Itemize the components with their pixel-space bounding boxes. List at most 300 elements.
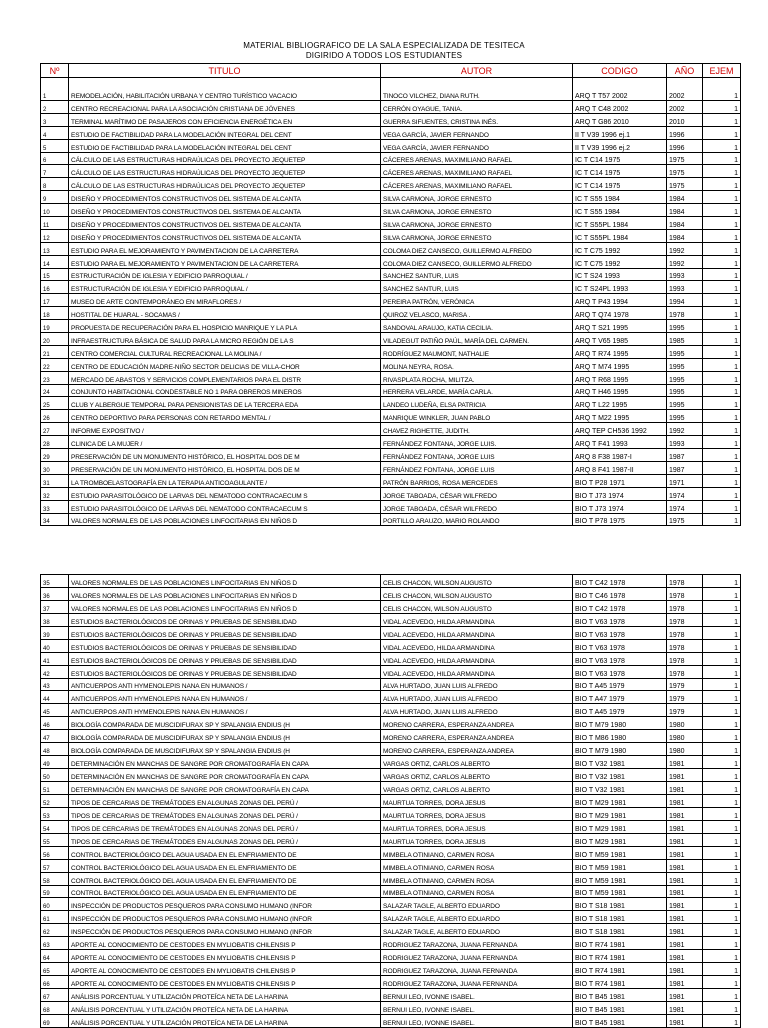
copies-cell: 1 [703,911,741,924]
year-cell: 1981 [667,924,703,937]
column-header: TITULO [69,64,381,78]
table-row [41,989,741,1002]
year-cell: 1981 [667,950,703,963]
table-row [41,704,741,717]
author-cell: PATRÓN BARRIOS, ROSA MERCEDES [381,474,573,487]
copies-cell: 1 [703,678,741,691]
code-cell: BIO T M59 1981 [573,885,667,898]
year-cell: 1975 [667,165,703,178]
copies-cell: 1 [703,937,741,950]
year-cell: 1981 [667,989,703,1002]
author-cell: MOLINA NEYRA, ROSA. [381,358,573,371]
column-header: CODIGO [573,64,667,78]
author-cell: VARGAS ORTIZ, CARLOS ALBERTO [381,769,573,782]
copies-cell: 1 [703,461,741,474]
row-number: 25 [41,397,69,410]
table-row [41,242,741,255]
author-cell: BERNUI LEO, IVONNE ISABEL. [381,1001,573,1014]
copies-cell: 1 [703,794,741,807]
code-cell: BIO T V32 1981 [573,756,667,769]
year-cell: 1978 [667,639,703,652]
row-number: 16 [41,281,69,294]
author-cell: SANCHEZ SANTUR, LUIS [381,281,573,294]
author-cell: BERNUI LEO, IVONNE ISABEL. [381,1014,573,1027]
title-cell: CONTROL BACTERIOLÓGICO DEL AGUA USADA EN EL ENFRIAMIENTO DE [69,872,381,885]
code-cell: BIO T A45 1979 [573,704,667,717]
title-cell: ANÁLISIS PORCENTUAL Y UTILIZACIÓN PROTEÍCA NETA DE LA HARINA [69,989,381,1002]
copies-cell: 1 [703,397,741,410]
table-row [41,461,741,474]
row-number: 66 [41,976,69,989]
title-cell: BIOLOGÍA COMPARADA DE MUSCIDIFURAX SP Y SPALANGIA ENDIUS (H [69,743,381,756]
copies-cell: 1 [703,500,741,513]
row-number: 41 [41,652,69,665]
year-cell: 1979 [667,704,703,717]
title-cell: ESTUDIO PARA EL MEJORAMIENTO Y PAVIMENTACION DE LA CARRETERA [69,242,381,255]
year-cell: 1981 [667,807,703,820]
copies-cell: 1 [703,730,741,743]
author-cell: SILVA CARMONA, JORGE ERNESTO [381,217,573,230]
table-row [41,204,741,217]
row-number: 4 [41,126,69,139]
row-number: 9 [41,191,69,204]
table-row [41,626,741,639]
year-cell: 1984 [667,204,703,217]
title-cell: ESTUDIOS BACTERIOLÓGICOS DE ORINAS Y PRUEBAS DE SENSIBILIDAD [69,652,381,665]
row-number: 51 [41,782,69,795]
row-number: 68 [41,1001,69,1014]
table-row [41,345,741,358]
year-cell: 1992 [667,423,703,436]
table-row [41,600,741,613]
table-row [41,333,741,346]
copies-cell: 1 [703,872,741,885]
author-cell: VARGAS ORTIZ, CARLOS ALBERTO [381,756,573,769]
copies-cell: 1 [703,756,741,769]
code-cell: ARQ T P43 1994 [573,294,667,307]
table-row [41,782,741,795]
title-cell: DETERMINACIÓN EN MANCHAS DE SANGRE POR CROMATOGRAFÍA EN CAPA [69,782,381,795]
copies-cell: 1 [703,846,741,859]
code-cell: IC T C14 1975 [573,165,667,178]
table-row [41,807,741,820]
code-cell: BIO T M79 1980 [573,743,667,756]
code-cell: BIO T M29 1981 [573,807,667,820]
copies-cell: 1 [703,575,741,588]
row-number: 64 [41,950,69,963]
table-row [41,678,741,691]
table-row [41,513,741,526]
row-number: 36 [41,587,69,600]
year-cell: 1978 [667,575,703,588]
author-cell: SALAZAR TAGLE, ALBERTO EDUARDO [381,898,573,911]
table-row [41,730,741,743]
table-row [41,229,741,242]
author-cell: MAURTUA TORRES, DORA JESUS [381,833,573,846]
code-cell: BIO T V63 1978 [573,665,667,678]
year-cell: 1981 [667,782,703,795]
year-cell: 2002 [667,101,703,114]
title-cell: TERMINAL MARÍTIMO DE PASAJEROS CON EFICIENCIA ENERGÉTICA EN [69,113,381,126]
copies-cell: 1 [703,191,741,204]
copies-cell: 1 [703,691,741,704]
author-cell: MANRIQUE WINKLER, JUAN PABLO [381,410,573,423]
row-number: 28 [41,436,69,449]
code-cell: IC T C14 1975 [573,178,667,191]
copies-cell: 1 [703,384,741,397]
year-cell: 1974 [667,500,703,513]
row-number: 55 [41,833,69,846]
year-cell: 1987 [667,461,703,474]
row-number: 5 [41,139,69,152]
row-number: 34 [41,513,69,526]
year-cell: 1981 [667,756,703,769]
title-cell: PROPUESTA DE RECUPERACIÓN PARA EL HOSPICIO MANRIQUE Y LA PLA [69,320,381,333]
author-cell: TINOCO VILCHEZ, DIANA RUTH. [381,78,573,101]
year-cell: 1993 [667,281,703,294]
year-cell: 1971 [667,474,703,487]
code-cell: ARQ T M74 1995 [573,358,667,371]
title-cell: PRESERVACIÓN DE UN MONUMENTO HISTÓRICO, EL HOSPITAL DOS DE M [69,461,381,474]
author-cell: MIMBELA OTINIANO, CARMEN ROSA [381,885,573,898]
title-cell: DISEÑO Y PROCEDIMIENTOS CONSTRUCTIVOS DEL SISTEMA DE ALCANTA [69,204,381,217]
year-cell: 1981 [667,833,703,846]
row-number: 57 [41,859,69,872]
table-row [41,371,741,384]
copies-cell: 1 [703,307,741,320]
table-row [41,898,741,911]
row-number: 2 [41,101,69,114]
catalog-table-part1 [40,63,741,526]
row-number: 6 [41,152,69,165]
year-cell: 1994 [667,294,703,307]
row-number: 63 [41,937,69,950]
title-cell: CENTRO RECREACIONAL PARA LA ASOCIACIÓN CRISTIANA DE JÓVENES [69,101,381,114]
code-cell: BIO T V32 1981 [573,769,667,782]
title-cell: APORTE AL CONOCIMIENTO DE CESTODES EN MYLIOBATIS CHILENSIS P [69,963,381,976]
title-cell: ESTUDIO DE FACTIBILIDAD PARA LA MODELACIÓN INTEGRAL DEL CENT [69,126,381,139]
copies-cell: 1 [703,371,741,384]
copies-cell: 1 [703,152,741,165]
title-cell: TIPOS DE CERCARIAS DE TREMÁTODES EN ALGUNAS ZONAS DEL PERÚ / [69,794,381,807]
title-cell: ESTRUCTURACIÓN DE IGLESIA Y EDIFICIO PARROQUIAL / [69,268,381,281]
year-cell: 1984 [667,217,703,230]
code-cell: BIO T V63 1978 [573,626,667,639]
row-number: 32 [41,487,69,500]
table-row [41,78,741,101]
title-cell: ESTUDIOS BACTERIOLÓGICOS DE ORINAS Y PRUEBAS DE SENSIBILIDAD [69,665,381,678]
code-cell: BIO T C42 1978 [573,600,667,613]
author-cell: RIVASPLATA ROCHA, MILITZA. [381,371,573,384]
code-cell: ARQ T G86 2010 [573,113,667,126]
title-cell: APORTE AL CONOCIMIENTO DE CESTODES EN MYLIOBATIS CHILENSIS P [69,976,381,989]
title-cell: BIOLOGÍA COMPARADA DE MUSCIDIFURAX SP Y SPALANGIA ENDIUS (H [69,730,381,743]
table-row [41,652,741,665]
code-cell: BIO T V63 1978 [573,613,667,626]
author-cell: PEREIRA PATRÓN, VERÓNICA [381,294,573,307]
copies-cell: 1 [703,229,741,242]
author-cell: PORTILLO ARAUZO, MARIO ROLANDO [381,513,573,526]
copies-cell: 1 [703,717,741,730]
code-cell: BIO T S18 1981 [573,898,667,911]
copies-cell: 1 [703,487,741,500]
title-cell: DETERMINACIÓN EN MANCHAS DE SANGRE POR CROMATOGRAFÍA EN CAPA [69,756,381,769]
year-cell: 1981 [667,1014,703,1027]
row-number: 11 [41,217,69,230]
table-row [41,963,741,976]
title-cell: CONTROL BACTERIOLÓGICO DEL AGUA USADA EN EL ENFRIAMIENTO DE [69,859,381,872]
title-cell: BIOLOGÍA COMPARADA DE MUSCIDIFURAX SP Y SPALANGIA ENDIUS (H [69,717,381,730]
code-cell: ARQ T R74 1995 [573,345,667,358]
row-number: 69 [41,1014,69,1027]
row-number: 53 [41,807,69,820]
table-row [41,126,741,139]
code-cell: IC T S55 1984 [573,204,667,217]
code-cell: BIO T M86 1980 [573,730,667,743]
table-row [41,575,741,588]
row-number: 26 [41,410,69,423]
row-number: 1 [41,78,69,101]
title-cell: APORTE AL CONOCIMIENTO DE CESTODES EN MYLIOBATIS CHILENSIS P [69,937,381,950]
table-row [41,474,741,487]
author-cell: MAURTUA TORRES, DORA JESUS [381,820,573,833]
year-cell: 1980 [667,717,703,730]
year-cell: 1995 [667,397,703,410]
table-row [41,833,741,846]
year-cell: 1984 [667,229,703,242]
table-row [41,358,741,371]
year-cell: 1981 [667,898,703,911]
title-cell: ESTUDIO PARASITOLÓGICO DE LARVAS DEL NEMATODO CONTRACAECUM S [69,487,381,500]
code-cell: ARQ T Q74 1978 [573,307,667,320]
title-cell: TIPOS DE CERCARIAS DE TREMÁTODES EN ALGUNAS ZONAS DEL PERÚ / [69,833,381,846]
author-cell: VARGAS ORTIZ, CARLOS ALBERTO [381,782,573,795]
copies-cell: 1 [703,242,741,255]
copies-cell: 1 [703,665,741,678]
year-cell: 1981 [667,846,703,859]
row-number: 19 [41,320,69,333]
row-number: 7 [41,165,69,178]
copies-cell: 1 [703,743,741,756]
title-cell: ANTICUERPOS ANTI HYMENOLEPIS NANA EN HUMANOS / [69,678,381,691]
copies-cell: 1 [703,924,741,937]
table-row [41,743,741,756]
copies-cell: 1 [703,820,741,833]
copies-cell: 1 [703,1014,741,1027]
table-row [41,436,741,449]
title-cell: ESTUDIO PARASITOLÓGICO DE LARVAS DEL NEMATODO CONTRACAECUM S [69,500,381,513]
code-cell: ARQ T C48 2002 [573,101,667,114]
table-row [41,924,741,937]
row-number: 58 [41,872,69,885]
row-number: 35 [41,575,69,588]
title-cell: CÁLCULO DE LAS ESTRUCTURAS HIDRAÚLICAS DEL PROYECTO JEQUETEP [69,178,381,191]
table-row [41,872,741,885]
row-number: 3 [41,113,69,126]
row-number: 29 [41,449,69,462]
table-row [41,255,741,268]
column-header: EJEM [703,64,741,78]
author-cell: FERNÁNDEZ FONTANA, JORGE LUIS [381,461,573,474]
title-cell: INSPECCIÓN DE PRODUCTOS PESQUEROS PARA CONSUMO HUMANO (INFOR [69,898,381,911]
table-row [41,717,741,730]
row-number: 8 [41,178,69,191]
title-cell: ANÁLISIS PORCENTUAL Y UTILIZACIÓN PROTEÍCA NETA DE LA HARINA [69,1001,381,1014]
author-cell: QUIROZ VELASCO, MARISA . [381,307,573,320]
table-row [41,950,741,963]
year-cell: 2010 [667,113,703,126]
table-row [41,885,741,898]
row-number: 46 [41,717,69,730]
copies-cell: 1 [703,165,741,178]
author-cell: MORENO CARRERA, ESPERANZA ANDREA [381,730,573,743]
copies-cell: 1 [703,885,741,898]
year-cell: 1981 [667,885,703,898]
table-row [41,769,741,782]
year-cell: 1975 [667,152,703,165]
table-row [41,268,741,281]
code-cell: ARQ T S21 1995 [573,320,667,333]
row-number: 31 [41,474,69,487]
code-cell: IC T S55PL 1984 [573,229,667,242]
author-cell: VIDAL ACEVEDO, HILDA ARMANDINA [381,652,573,665]
copies-cell: 1 [703,281,741,294]
row-number: 60 [41,898,69,911]
title-cell: DISEÑO Y PROCEDIMIENTOS CONSTRUCTIVOS DEL SISTEMA DE ALCANTA [69,229,381,242]
row-number: 54 [41,820,69,833]
copies-cell: 1 [703,333,741,346]
author-cell: RODRÍGUEZ MAUMONT, NATHALIE [381,345,573,358]
copies-cell: 1 [703,769,741,782]
author-cell: FERNÁNDEZ FONTANA, JORGE LUIS [381,449,573,462]
table-row [41,217,741,230]
year-cell: 1981 [667,976,703,989]
copies-cell: 1 [703,898,741,911]
copies-cell: 1 [703,782,741,795]
table-row [41,178,741,191]
title-cell: CLUB Y ALBERGUE TEMPORAL PARA PENSIONISTAS DE LA TERCERA EDA [69,397,381,410]
copies-cell: 1 [703,704,741,717]
table-row [41,294,741,307]
year-cell: 1978 [667,307,703,320]
title-cell: INSPECCIÓN DE PRODUCTOS PESQUEROS PARA CONSUMO HUMANO (INFOR [69,911,381,924]
table-row [41,152,741,165]
row-number: 18 [41,307,69,320]
code-cell: BIO T B45 1981 [573,1001,667,1014]
year-cell: 1995 [667,345,703,358]
author-cell: MORENO CARRERA, ESPERANZA ANDREA [381,717,573,730]
table-row [41,691,741,704]
author-cell: MORENO CARRERA, ESPERANZA ANDREA [381,743,573,756]
year-cell: 1981 [667,937,703,950]
title-cell: ESTUDIO DE FACTIBILIDAD PARA LA MODELACIÓN INTEGRAL DEL CENT [69,139,381,152]
code-cell: BIO T A47 1979 [573,691,667,704]
copies-cell: 1 [703,587,741,600]
code-cell: BIO T M59 1981 [573,872,667,885]
author-cell: CELIS CHACON, WILSON AUGUSTO [381,587,573,600]
copies-cell: 1 [703,807,741,820]
author-cell: SANCHEZ SANTUR, LUIS [381,268,573,281]
copies-cell: 1 [703,204,741,217]
author-cell: GUERRA SIFUENTES, CRISTINA INÉS. [381,113,573,126]
author-cell: RODRIGUEZ TARAZONA, JUANA FERNANDA [381,976,573,989]
code-cell: BIO T M59 1981 [573,846,667,859]
row-number: 49 [41,756,69,769]
row-number: 45 [41,704,69,717]
author-cell: LANDEO LUDEÑA, ELSA PATRICIA [381,397,573,410]
year-cell: 1985 [667,333,703,346]
row-number: 20 [41,333,69,346]
row-number: 47 [41,730,69,743]
row-number: 38 [41,613,69,626]
author-cell: CERRÓN OYAGUE, TANIA. [381,101,573,114]
year-cell: 1975 [667,178,703,191]
column-header: AÑO [667,64,703,78]
copies-cell: 1 [703,268,741,281]
row-number: 39 [41,626,69,639]
code-cell: BIO T P28 1971 [573,474,667,487]
title-cell: TIPOS DE CERCARIAS DE TREMÁTODES EN ALGUNAS ZONAS DEL PERÚ / [69,807,381,820]
code-cell: BIO T C42 1978 [573,575,667,588]
title-cell: ANTICUERPOS ANTI HYMENOLEPIS NANA EN HUMANOS / [69,691,381,704]
title-cell: MERCADO DE ABASTOS Y SERVICIOS COMPLEMENTARIOS PARA EL DISTR [69,371,381,384]
copies-cell: 1 [703,113,741,126]
table-row [41,587,741,600]
code-cell: BIO T S18 1981 [573,924,667,937]
year-cell: 1981 [667,963,703,976]
title-cell: CENTRO DEPORTIVO PARA PERSONAS CON RETARDO MENTAL / [69,410,381,423]
author-cell: VEGA GARCÍA, JAVIER FERNANDO [381,126,573,139]
author-cell: JORGE TABOADA, CÉSAR WILFREDO [381,500,573,513]
table-row [41,423,741,436]
copies-cell: 1 [703,139,741,152]
row-number: 67 [41,989,69,1002]
author-cell: VIDAL ACEVEDO, HILDA ARMANDINA [381,626,573,639]
copies-cell: 1 [703,833,741,846]
table-row [41,165,741,178]
title-cell: CENTRO DE EDUCACIÓN MADRE-NIÑO SECTOR DELICIAS DE VILLA-CHOR [69,358,381,371]
year-cell: 1992 [667,242,703,255]
year-cell: 1981 [667,794,703,807]
author-cell: CELIS CHACON, WILSON AUGUSTO [381,575,573,588]
year-cell: 1979 [667,691,703,704]
row-number: 42 [41,665,69,678]
code-cell: ARQ 8 F38 1987-I [573,449,667,462]
author-cell: COLOMA DIEZ CANSECO, GUILLERMO ALFREDO [381,255,573,268]
row-number: 59 [41,885,69,898]
copies-cell: 1 [703,474,741,487]
year-cell: 1974 [667,487,703,500]
table-row [41,500,741,513]
copies-cell: 1 [703,652,741,665]
author-cell: VEGA GARCÍA, JAVIER FERNANDO [381,139,573,152]
copies-cell: 1 [703,436,741,449]
table-row [41,487,741,500]
code-cell: ARQ T T57 2002 [573,78,667,101]
author-cell: VIDAL ACEVEDO, HILDA ARMANDINA [381,639,573,652]
copies-cell: 1 [703,101,741,114]
author-cell: VIDAL ACEVEDO, HILDA ARMANDINA [381,665,573,678]
row-number: 22 [41,358,69,371]
copies-cell: 1 [703,294,741,307]
title-cell: HOSTITAL DE HUARAL - SOCAMAS / [69,307,381,320]
code-cell: BIO T R74 1981 [573,976,667,989]
copies-cell: 1 [703,410,741,423]
code-cell: ARQ T M22 1995 [573,410,667,423]
table-row [41,320,741,333]
table-row [41,113,741,126]
table-row [41,384,741,397]
